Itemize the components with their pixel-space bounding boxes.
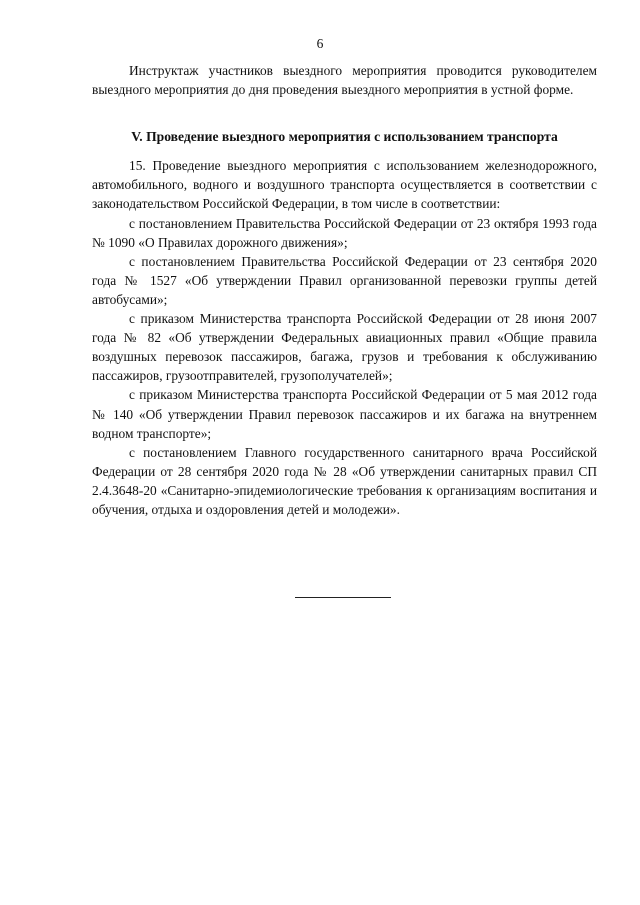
intro-paragraph: Инструктаж участников выездного мероприятия проводится руководителем выездного мероприятия до дня проведения выездного мероприятия в устной форме.	[92, 63, 597, 98]
list-item: с постановлением Правительства Российской Федерации от 23 сентября 2020 года № 1527 «Об утверждении Правил организованной перевозки группы детей автобусами»;	[92, 253, 597, 307]
document-body	[92, 61, 597, 519]
point-number: 15.	[129, 158, 146, 174]
page-number: 6	[316, 36, 324, 51]
point-text: Проведение выездного мероприятия с использованием железнодорожного, автомобильного, водного и воздушного транспорта осуществляется в соответствии с законодательством Российской Федерации, в том числе в соответствии:	[92, 158, 597, 212]
point-15-paragraph	[92, 156, 597, 213]
list-item: с приказом Министерства транспорта Российской Федерации от 28 июня 2007 года № 82 «Об утверждении Федеральных авиационных правил «Общие правила воздушных перевозок пассажиров, багажа, грузов и требования к обслуживанию пассажиров, грузоотправителей, грузополучателей»;	[92, 311, 597, 384]
closing-divider	[295, 597, 391, 598]
list-item: с приказом Министерства транспорта Российской Федерации от 5 мая 2012 года № 140 «Об утверждении Правил перевозок пассажиров и их багажа на внутреннем водном транспорте»;	[92, 387, 597, 441]
list-item: с постановлением Главного государственного санитарного врача Российской Федерации от 28 сентября 2020 года № 28 «Об утверждении санитарных правил СП 2.4.3648-20 «Санитарно-эпидемиологические требования к организациям воспитания и обучения, отдыха и оздоровления детей и молодежи».	[92, 444, 597, 517]
list-item: с постановлением Правительства Российской Федерации от 23 октября 1993 года № 1090 «О Правилах дорожного движения»;	[92, 215, 597, 250]
section-heading: V. Проведение выездного мероприятия с использованием транспорта	[131, 129, 558, 145]
